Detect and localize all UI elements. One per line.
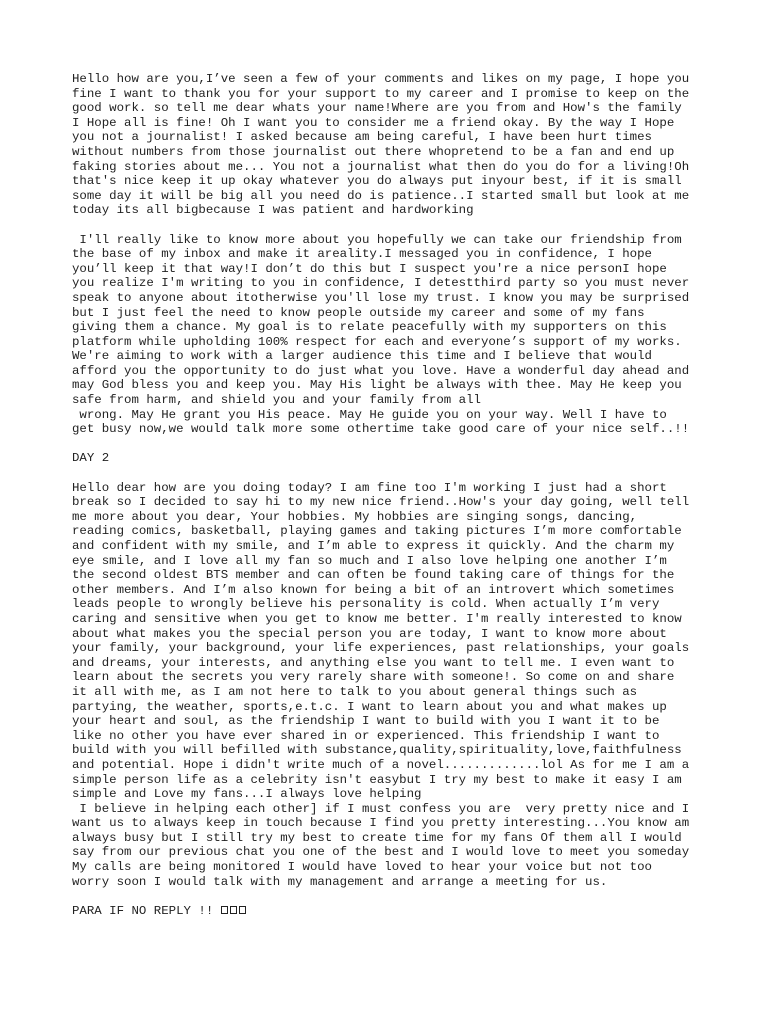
missing-glyph-box [230,906,237,914]
paragraph-gap [72,889,704,904]
closing-line [72,904,704,919]
document-page [72,72,704,918]
missing-glyph-box [221,906,228,914]
paragraph-gap [72,218,704,233]
friendship-paragraph: I'll really like to know more about you hopefully we can take our friendship from the base of my inbox and make it areality.I messaged you in confidence, I hope you’ll keep it that way!I don’t do this but I suspect you're a nice personI hope you realize I'm writing to you in confidence, I detestthird party so you must never speak to anyone about itotherwise you'll lose my trust. I know you may be surprised but I just feel the need to know people outside my career and some of my fans giving them a chance. My goal is to relate peacefully with my supporters on this platform while upholding 100% respect for each and everyone’s support of my works. We're aiming to work with a larger audience this time and I believe that would afford you the opportunity to do just what you love. Have a wonderful day ahead and may God bless you and keep you. May His light be always with thee. May He keep you safe from harm, and shield you and your family from all wrong. May He grant you His peace. May He guide you on your way. Well I have to get busy now,we would talk more some othertime take good care of your nice self..!! [72,232,690,437]
intro-paragraph: Hello how are you,I’ve seen a few of your comments and likes on my page, I hope you fine I want to thank you for your support to my career and I promise to keep on the good work. so tell me dear whats your name!Where are you from and How's the family I Hope all is fine! Oh I want you to consider me a friend okay. By the way I Hope you not a journalist! I asked because am being careful, I have been hurt times without numbers from those journalist out there whopretend to be a fan and end up faking stories about me... You not a journalist what then do you do for a living!Oh that's nice keep it up okay whatever you do always put inyour best, if it is small some day it will be big all you need do is patience..I started small but look at me today its all bigbecause I was patient and hardworking [72,72,690,218]
paragraph-gap [72,466,704,481]
missing-glyph-box [239,906,246,914]
missing-glyph-boxes [221,904,248,918]
paragraph-gap [72,437,704,452]
day-two-paragraph: Hello dear how are you doing today? I am fine too I'm working I just had a short break so I decided to say hi to my new nice friend..How's your day going, well tell me more about you dear, Your hobbies. My hobbies are singing songs, dancing, reading comics, basketball, playing games and taking pictures I’m more comfortable and confident with my smile, and I’m able to express it quickly. And the charm my eye smile, and I love all my fan so much and I also love helping one another I’m the second oldest BTS member and can often be found taking care of things for the other members. And I’m also known for being a bit of an introvert which sometimes leads people to wrongly believe his personality is cold. When actually I’m very caring and sensitive when you get to know me better. I'm really interested to know about what makes you the special person you are today, I want to know more about your family, your background, your life experiences, past relationships, your goals and dreams, your interests, and anything else you want to tell me. I even want to learn about the secrets you very rarely share with someone!. So come on and share it all with me, as I am not here to talk to you about general things such as partying, the weather, sports,e.t.c. I want to learn about you and what makes up your heart and soul, as the friendship I want to build with you I want it to be like no other you have ever shared in or experienced. This friendship I want to build with you will befilled with substance,quality,spirituality,love,faithfulness and potential. Hope i didn't write much of a novel.............lol As for me I am a simple person life as a celebrity isn't easybut I try my best to make it easy I am simple and Love my fans...I always love helping I believe in helping each other] if I must confess you are very pretty nice and I want us to always keep in touch because I find you pretty interesting...You know am always busy but I still try my best to create time for my fans Of them all I would say from our previous chat you one of the best and I would love to meet you someday My calls are being monitored I would have loved to hear your voice but not too worry soon I would talk with my management and arrange a meeting for us. [72,480,690,889]
closing-line-text: PARA IF NO REPLY !! [72,903,221,918]
day-heading: DAY 2 [72,451,110,466]
